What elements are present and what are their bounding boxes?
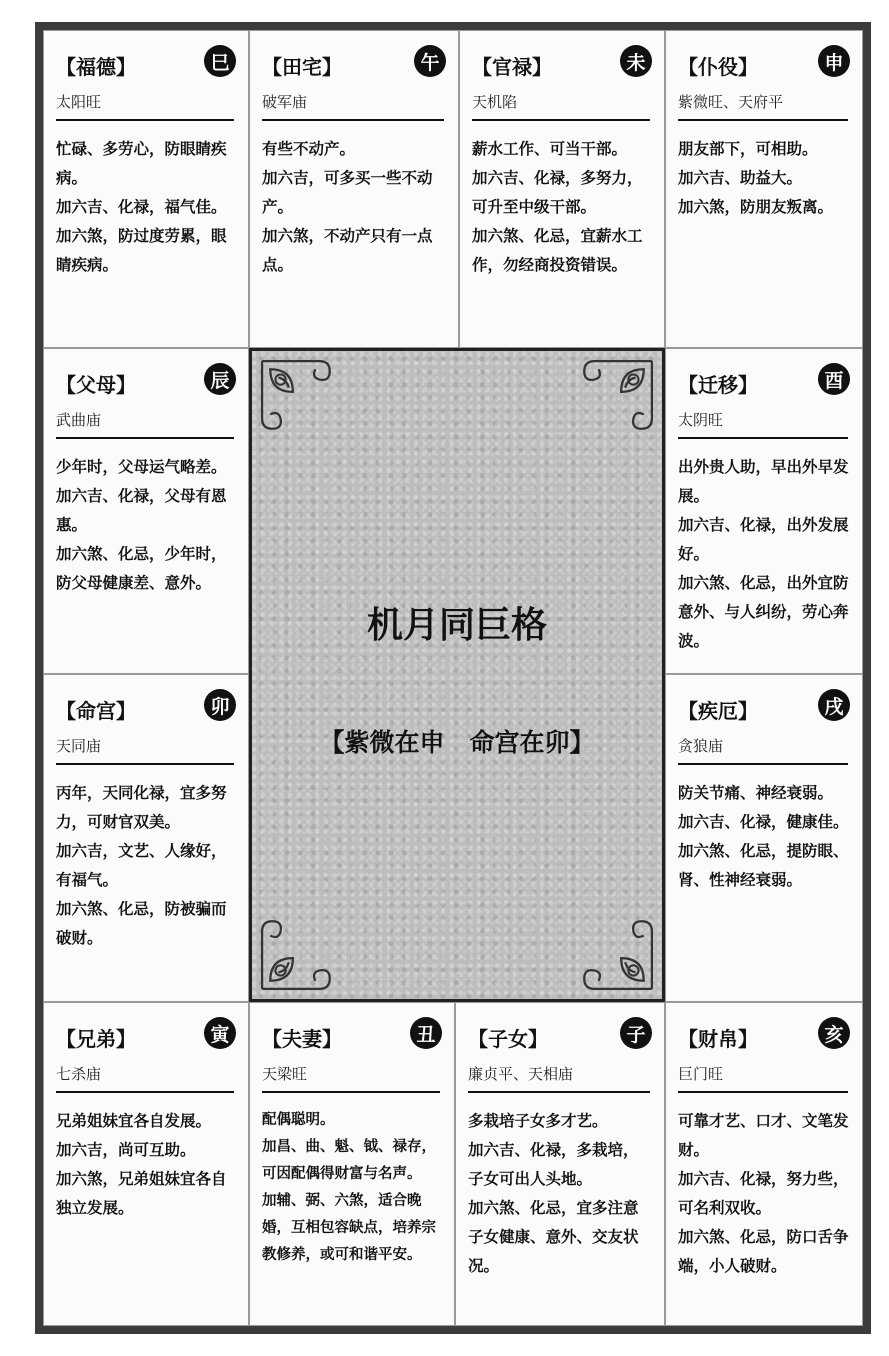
body-line: 加六煞，防过度劳累，眼睛疾病。 — [56, 227, 227, 274]
palace-star: 贪狼庙 — [678, 735, 848, 765]
palace-puyi — [665, 30, 863, 348]
palace-body — [56, 1107, 236, 1223]
body-line: 加六煞，不动产只有一点点。 — [262, 227, 433, 274]
branch-badge: 子 — [620, 1017, 652, 1049]
palace-qianyi — [665, 348, 863, 674]
palace-tianzhai — [249, 30, 459, 348]
body-line: 加六吉、化禄，福气佳。 — [56, 198, 227, 216]
body-line: 加六煞，兄弟姐妹宜各自独立发展。 — [56, 1170, 227, 1217]
body-line: 加六吉、化禄，父母有恩惠。 — [56, 487, 227, 534]
palace-star: 天同庙 — [56, 735, 234, 765]
branch-badge: 亥 — [818, 1017, 850, 1049]
palace-title: 【田宅】 — [262, 55, 342, 79]
body-line: 出外贵人助，早出外早发展。 — [678, 458, 849, 505]
palace-body — [678, 453, 850, 656]
chart-subtitle: 【紫微在申 命宫在卯】 — [319, 728, 595, 757]
body-line: 加六煞、化忌，出外宜防意外、与人纠纷，劳心奔波。 — [678, 574, 849, 650]
body-line: 加六煞、化忌，提防眼、肾、性神经衰弱。 — [678, 842, 849, 889]
palace-star: 太阳旺 — [56, 91, 234, 121]
palace-title: 【夫妻】 — [262, 1027, 342, 1051]
palace-star: 武曲庙 — [56, 409, 234, 439]
palace-title: 【仆役】 — [678, 55, 758, 79]
body-line: 薪水工作、可当干部。 — [472, 140, 628, 158]
center-panel — [249, 348, 665, 1002]
branch-badge: 巳 — [204, 45, 236, 77]
palace-title: 【迁移】 — [678, 373, 758, 397]
palace-title: 【子女】 — [468, 1027, 548, 1051]
body-line: 加六煞、化忌，防被骗而破财。 — [56, 900, 227, 947]
palace-star: 破军庙 — [262, 91, 444, 121]
palace-zinv — [455, 1002, 665, 1326]
body-line: 加六煞、化忌，宜多注意子女健康、意外、交友状况。 — [468, 1199, 639, 1275]
palace-title: 【兄弟】 — [56, 1027, 136, 1051]
palace-body — [678, 779, 850, 895]
palace-star: 七杀庙 — [56, 1063, 234, 1093]
body-line: 朋友部下，可相助。 — [678, 140, 818, 158]
palace-star: 天机陷 — [472, 91, 650, 121]
body-line: 加六吉、化禄，多栽培，子女可出人头地。 — [468, 1141, 639, 1188]
palace-body — [678, 1107, 850, 1281]
palace-body — [56, 135, 236, 280]
palace-title: 【福德】 — [56, 55, 136, 79]
palace-star: 太阴旺 — [678, 409, 848, 439]
body-line: 加六吉、化禄，多努力，可升至中级干部。 — [472, 169, 643, 216]
palace-body — [56, 779, 236, 953]
body-line: 加六吉、化禄，努力些，可名利双收。 — [678, 1170, 849, 1217]
branch-badge: 酉 — [818, 363, 850, 395]
ornament-icon — [258, 357, 340, 439]
body-line: 加六煞、化忌，宜薪水工作，勿经商投资错误。 — [472, 227, 643, 274]
body-line: 忙碌、多劳心，防眼睛疾病。 — [56, 140, 227, 187]
ziwei-chart — [35, 22, 871, 1334]
branch-badge: 寅 — [204, 1017, 236, 1049]
palace-title: 【财帛】 — [678, 1027, 758, 1051]
palace-body — [472, 135, 652, 280]
body-line: 加六煞、化忌，防口舌争端，小人破财。 — [678, 1228, 849, 1275]
chart-title: 机月同巨格 — [366, 604, 547, 646]
body-line: 加六吉、化禄，健康佳。 — [678, 813, 849, 831]
palace-body — [678, 135, 850, 222]
palace-title: 【官禄】 — [472, 55, 552, 79]
palace-title: 【父母】 — [56, 373, 136, 397]
body-line: 少年时，父母运气略差。 — [56, 458, 227, 476]
body-line: 配偶聪明。 — [262, 1112, 335, 1128]
ornament-icon — [574, 911, 656, 993]
palace-fuqi — [249, 1002, 455, 1326]
branch-badge: 申 — [818, 45, 850, 77]
body-line: 加辅、弼、六煞，适合晚婚，互相包容缺点，培养宗教修养，或可和谐平安。 — [262, 1193, 436, 1263]
palace-guanlu — [459, 30, 665, 348]
palace-xiongdi — [43, 1002, 249, 1326]
palace-body — [56, 453, 236, 598]
ornament-icon — [258, 911, 340, 993]
palace-fude — [43, 30, 249, 348]
palace-title: 【疾厄】 — [678, 699, 758, 723]
body-line: 防关节痛、神经衰弱。 — [678, 784, 834, 802]
palace-star: 紫微旺、天府平 — [678, 91, 848, 121]
body-line: 可靠才艺、口才、文笔发财。 — [678, 1112, 849, 1159]
branch-badge: 辰 — [204, 363, 236, 395]
palace-caibo — [665, 1002, 863, 1326]
body-line: 加六吉，文艺、人缘好，有福气。 — [56, 842, 227, 889]
branch-badge: 戌 — [818, 689, 850, 721]
palace-body — [468, 1107, 652, 1281]
palace-body — [262, 135, 446, 280]
body-line: 多栽培子女多才艺。 — [468, 1112, 608, 1130]
palace-jie — [665, 674, 863, 1002]
body-line: 加昌、曲、魁、钺、禄存，可因配偶得财富与名声。 — [262, 1139, 436, 1182]
body-line: 加六吉，可多买一些不动产。 — [262, 169, 433, 216]
branch-badge: 未 — [620, 45, 652, 77]
body-line: 加六吉、助益大。 — [678, 169, 803, 187]
palace-star: 廉贞平、天相庙 — [468, 1063, 650, 1093]
palace-minggong — [43, 674, 249, 1002]
palace-title: 【命宫】 — [56, 699, 136, 723]
body-line: 丙年，天同化禄，宜多努力，可财官双美。 — [56, 784, 227, 831]
palace-star: 天梁旺 — [262, 1063, 440, 1093]
palace-body — [262, 1107, 442, 1269]
body-line: 加六吉，尚可互助。 — [56, 1141, 196, 1159]
branch-badge: 午 — [414, 45, 446, 77]
palace-fumu — [43, 348, 249, 674]
body-line: 有些不动产。 — [262, 140, 356, 158]
branch-badge: 卯 — [204, 689, 236, 721]
body-line: 加六煞，防朋友叛离。 — [678, 198, 834, 216]
body-line: 加六吉、化禄，出外发展好。 — [678, 516, 849, 563]
body-line: 兄弟姐妹宜各自发展。 — [56, 1112, 212, 1130]
palace-star: 巨门旺 — [678, 1063, 848, 1093]
branch-badge: 丑 — [410, 1017, 442, 1049]
ornament-icon — [574, 357, 656, 439]
body-line: 加六煞、化忌，少年时，防父母健康差、意外。 — [56, 545, 227, 592]
